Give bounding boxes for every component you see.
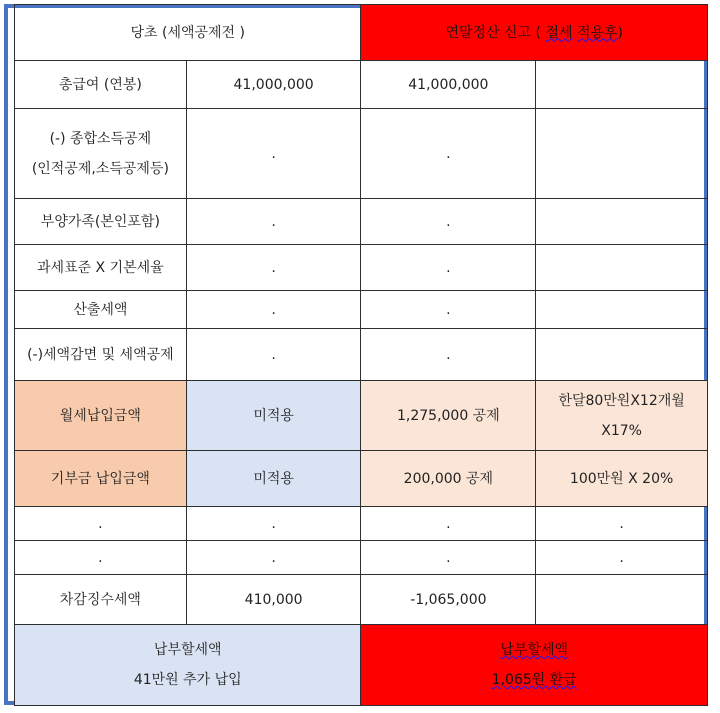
table-row: [15, 329, 708, 381]
table-row: [15, 61, 708, 109]
value-before: 미적용: [186, 381, 361, 451]
value-after: .: [361, 541, 536, 575]
row-label: 차감징수세액: [15, 575, 187, 625]
row-label: (-)세액감면 및 세액공제: [15, 329, 187, 381]
note-cell: [536, 61, 708, 109]
note-cell: 100만원 X 20%: [536, 451, 708, 507]
table-row: [15, 199, 708, 245]
value-after: .: [361, 199, 536, 245]
note-cell: .: [536, 541, 708, 575]
table-row: [15, 109, 708, 199]
table-row: [15, 451, 708, 507]
table-row: [15, 541, 708, 575]
header-after-deduction: 연말정산 신고 ( 절세 적용후): [361, 5, 708, 61]
note-cell: [536, 245, 708, 291]
tax-comparison-table: [14, 4, 708, 706]
value-after: .: [361, 291, 536, 329]
row-label: 총급여 (연봉): [15, 61, 187, 109]
value-before: .: [186, 291, 361, 329]
footer-payable-before: 납부할세액 41만원 추가 납입: [15, 625, 361, 706]
value-after: .: [361, 109, 536, 199]
value-before: .: [186, 507, 361, 541]
row-label: 부양가족(본인포함): [15, 199, 187, 245]
table-row: [15, 381, 708, 451]
row-label: 산출세액: [15, 291, 187, 329]
row-label: 과세표준 X 기본세율: [15, 245, 187, 291]
note-cell: [536, 199, 708, 245]
value-before: .: [186, 199, 361, 245]
value-after: .: [361, 329, 536, 381]
note-cell: [536, 291, 708, 329]
value-before: .: [186, 329, 361, 381]
value-after: 41,000,000: [361, 61, 536, 109]
value-before: 미적용: [186, 451, 361, 507]
value-before: .: [186, 541, 361, 575]
header-before-deduction: 당초 (세액공제전 ): [15, 5, 361, 61]
value-after: .: [361, 507, 536, 541]
row-label: (-) 종합소득공제 (인적공제,소득공제등): [15, 109, 187, 199]
value-before: .: [186, 245, 361, 291]
footer-row: [15, 625, 708, 706]
table-row: [15, 507, 708, 541]
value-after: .: [361, 245, 536, 291]
value-after: 200,000 공제: [361, 451, 536, 507]
header-row: [15, 5, 708, 61]
note-cell: 한달80만원X12개월 X17%: [536, 381, 708, 451]
note-cell: [536, 575, 708, 625]
table-row: [15, 291, 708, 329]
footer-payable-after: 납부할세액 1,065원 환급: [361, 625, 708, 706]
value-after: -1,065,000: [361, 575, 536, 625]
row-label: .: [15, 541, 187, 575]
table-row: [15, 245, 708, 291]
table-row: [15, 575, 708, 625]
note-cell: [536, 329, 708, 381]
note-cell: [536, 109, 708, 199]
value-before: 41,000,000: [186, 61, 361, 109]
value-before: 410,000: [186, 575, 361, 625]
value-after: 1,275,000 공제: [361, 381, 536, 451]
row-label: 기부금 납입금액: [15, 451, 187, 507]
row-label: 월세납입금액: [15, 381, 187, 451]
note-cell: .: [536, 507, 708, 541]
value-before: .: [186, 109, 361, 199]
row-label: .: [15, 507, 187, 541]
